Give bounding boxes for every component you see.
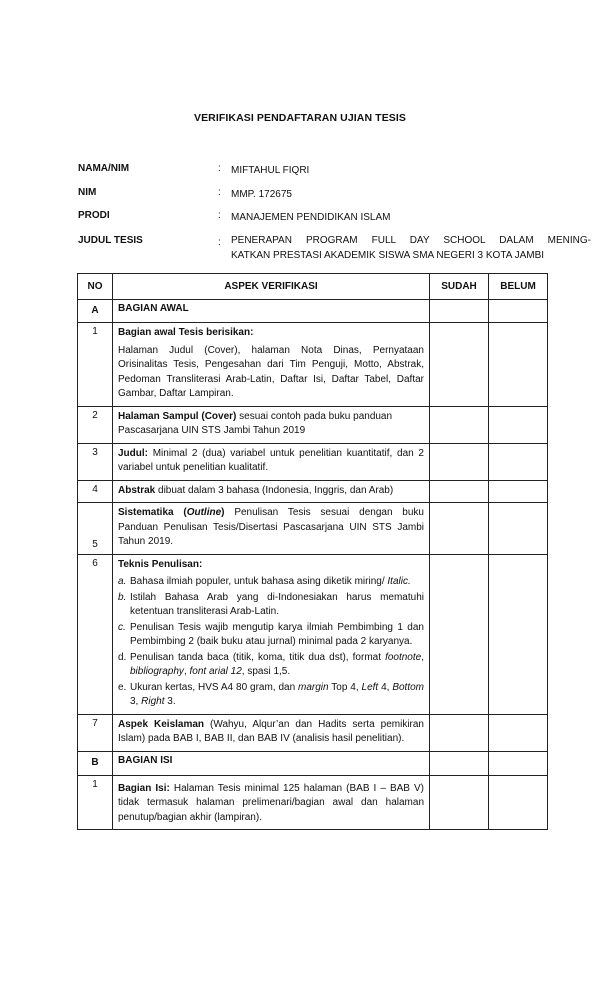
row-bold: Aspek Keislaman bbox=[118, 718, 205, 730]
row-no: 3 bbox=[78, 443, 113, 480]
list-text-italic: bibliography bbox=[130, 666, 184, 677]
section-a-no: A bbox=[78, 300, 113, 323]
checkbox-belum[interactable] bbox=[489, 714, 548, 751]
checkbox-sudah[interactable] bbox=[430, 323, 489, 407]
list-item bbox=[118, 591, 424, 620]
list-text bbox=[130, 651, 424, 680]
checkbox-belum[interactable] bbox=[489, 503, 548, 555]
list-text: Penulisan Tesis wajib mengutip karya ilmiah Pembimbing 1 dan Pembimbing 2 (baik buku atau jurnal) minimal pada 2 karyanya. bbox=[130, 621, 424, 647]
list-marker: a. bbox=[118, 576, 127, 587]
list-marker: d. bbox=[118, 651, 127, 663]
row-text: Halaman Tesis minimal 125 halaman (BAB I – BAB V) tidak termasuk halaman prelimenari/bagian awal dan halaman penutup/bagian akhir (lampiran). bbox=[118, 782, 424, 823]
info-value: MIFTAHUL FIQRI bbox=[231, 165, 310, 176]
verification-table bbox=[77, 273, 548, 830]
row-no: 7 bbox=[78, 714, 113, 751]
row-no: 6 bbox=[78, 554, 113, 714]
info-value bbox=[231, 233, 591, 263]
list-text-part: 4, bbox=[378, 681, 393, 693]
list-text-italic: footnote bbox=[385, 651, 422, 663]
list-marker: e. bbox=[118, 681, 127, 693]
row-no: 2 bbox=[78, 406, 113, 443]
list-item bbox=[118, 575, 424, 590]
list-text-italic: margin bbox=[298, 681, 329, 693]
row-bold: Bagian Isi: bbox=[118, 782, 170, 794]
checkbox-belum[interactable] bbox=[489, 554, 548, 714]
info-label: JUDUL TESIS bbox=[78, 235, 143, 246]
judul-line-2: KATKAN PRESTASI AKADEMIK SISWA SMA NEGERI 3 KOTA JAMBI bbox=[231, 250, 545, 261]
list-text-part: Top 4, bbox=[328, 681, 362, 693]
table-row bbox=[78, 554, 548, 714]
row-aspek bbox=[113, 443, 430, 480]
list-text-italic: Bottom bbox=[392, 681, 424, 693]
list-text-part: , bbox=[183, 666, 190, 677]
checkbox-belum[interactable] bbox=[489, 751, 548, 775]
table-row bbox=[78, 443, 548, 480]
section-a-title: BAGIAN AWAL bbox=[113, 300, 430, 323]
checkbox-belum[interactable] bbox=[489, 323, 548, 407]
checkbox-sudah[interactable] bbox=[430, 300, 489, 323]
list-text-italic: Right bbox=[141, 696, 165, 707]
judul-line-1: PENERAPAN PROGRAM FULL DAY SCHOOL DALAM MENING- bbox=[231, 235, 591, 246]
list-text bbox=[130, 681, 424, 710]
checkbox-belum[interactable] bbox=[489, 443, 548, 480]
checkbox-belum[interactable] bbox=[489, 406, 548, 443]
checkbox-sudah[interactable] bbox=[430, 554, 489, 714]
table-row bbox=[78, 406, 548, 443]
row-bold-italic: Outline bbox=[186, 507, 222, 518]
checkbox-sudah[interactable] bbox=[430, 751, 489, 775]
table-row bbox=[78, 323, 548, 407]
row-no: 4 bbox=[78, 480, 113, 503]
row-text: sesuai contoh pada buku panduan Pascasarjana UIN STS Jambi Tahun 2019 bbox=[118, 410, 393, 436]
table-row bbox=[78, 480, 548, 503]
row-aspek bbox=[113, 480, 430, 503]
row-bold: Sistematika ( bbox=[118, 507, 187, 518]
list-item bbox=[118, 621, 424, 650]
row-aspek bbox=[113, 714, 430, 751]
checkbox-sudah[interactable] bbox=[430, 714, 489, 751]
checkbox-belum[interactable] bbox=[489, 300, 548, 323]
list-item bbox=[118, 681, 424, 710]
list-marker: b. bbox=[118, 591, 127, 603]
row-text: Minimal 2 (dua) variabel untuk penelitian kuantitatif, dan 2 variabel untuk penelitian kualitatif. bbox=[118, 447, 424, 473]
list-marker: c. bbox=[118, 621, 126, 633]
info-value: MMP. 172675 bbox=[231, 189, 292, 200]
row-aspek bbox=[113, 323, 430, 407]
info-colon: : bbox=[218, 163, 221, 174]
list-text-part: 3, bbox=[130, 696, 142, 707]
row-no: 5 bbox=[78, 503, 113, 555]
row-text: dibuat dalam 3 bahasa (Indonesia, Inggris, dan Arab) bbox=[155, 484, 394, 496]
checkbox-sudah[interactable] bbox=[430, 443, 489, 480]
section-b-row bbox=[78, 751, 548, 775]
info-label: NAMA/NIM bbox=[78, 163, 130, 174]
header-aspek: ASPEK VERIFIKASI bbox=[113, 274, 430, 300]
list-text-part: Penulisan tanda baca (titik, koma, titik dua dst), format bbox=[130, 651, 386, 663]
row-aspek bbox=[113, 554, 430, 714]
checkbox-belum[interactable] bbox=[489, 480, 548, 503]
list-text-italic: font arial 12 bbox=[189, 666, 242, 677]
info-label: NIM bbox=[78, 187, 97, 198]
row-heading: Bagian awal Tesis berisikan: bbox=[118, 327, 254, 338]
list-text-part: 3. bbox=[164, 696, 176, 707]
section-a-row bbox=[78, 300, 548, 323]
row-bold: Abstrak bbox=[118, 484, 156, 496]
row-text: (Wahyu, Alqur’an dan Hadits serta pemikiran Islam) pada BAB I, BAB II, dan BAB IV (analisis hasil penelitian). bbox=[118, 718, 424, 744]
checkbox-belum[interactable] bbox=[489, 775, 548, 830]
row-no: 1 bbox=[78, 775, 113, 830]
header-belum: BELUM bbox=[489, 274, 548, 300]
row-aspek bbox=[113, 406, 430, 443]
row-aspek bbox=[113, 775, 430, 830]
row-bold: ) bbox=[221, 507, 225, 518]
list-text bbox=[130, 575, 424, 590]
document-title: VERIFIKASI PENDAFTARAN UJIAN TESIS bbox=[193, 112, 407, 124]
info-colon: : bbox=[218, 237, 221, 248]
list-item bbox=[118, 651, 424, 680]
list-text: Istilah Bahasa Arab yang di-Indonesiakan harus mematuhi ketentuan transliterasi Arab-Latin. bbox=[130, 591, 424, 617]
list-text-part: , bbox=[421, 651, 424, 663]
row-no: 1 bbox=[78, 323, 113, 407]
row-bold: Judul: bbox=[118, 447, 148, 459]
row-bold: Halaman Sampul (Cover) bbox=[118, 410, 237, 422]
checkbox-sudah[interactable] bbox=[430, 406, 489, 443]
info-colon: : bbox=[218, 210, 221, 221]
table-row bbox=[78, 714, 548, 751]
list-text-part: Bahasa ilmiah populer, untuk bahasa asing diketik miring/ bbox=[130, 576, 385, 587]
info-colon: : bbox=[218, 187, 221, 198]
checkbox-sudah[interactable] bbox=[430, 503, 489, 555]
table-header-row bbox=[78, 274, 548, 300]
list-text-italic: Italic. bbox=[387, 576, 411, 587]
row-text: Penulisan Tesis sesuai dengan buku Panduan Penulisan Tesis/Disertasi Pascasarjana UIN STS Jambi Tahun 2019. bbox=[118, 507, 424, 547]
row-aspek bbox=[113, 503, 430, 555]
checkbox-sudah[interactable] bbox=[430, 775, 489, 830]
list-text-italic: Left bbox=[361, 681, 379, 693]
checkbox-sudah[interactable] bbox=[430, 480, 489, 503]
row-heading: Teknis Penulisan: bbox=[118, 558, 203, 570]
table-row bbox=[78, 503, 548, 555]
section-b-title: BAGIAN ISI bbox=[113, 751, 430, 775]
list-text-part: , spasi 1,5. bbox=[241, 666, 291, 677]
list-text-part: Ukuran kertas, HVS A4 80 gram, dan bbox=[130, 681, 299, 693]
info-value: MANAJEMEN PENDIDIKAN ISLAM bbox=[231, 212, 391, 223]
row-body: Halaman Judul (Cover), halaman Nota Dinas, Pernyataan Orisinalitas Tesis, Pengesahan dari Tim Penguji, Motto, Abstrak, Pedoman Transliterasi Arab-Latin, Daftar Isi, Daftar Tabel, Daftar Gambar, Daftar Lampiran. bbox=[118, 344, 424, 399]
section-b-no: B bbox=[78, 751, 113, 775]
header-no: NO bbox=[78, 274, 113, 300]
header-sudah: SUDAH bbox=[430, 274, 489, 300]
info-label: PRODI bbox=[78, 210, 110, 221]
table-row bbox=[78, 775, 548, 830]
